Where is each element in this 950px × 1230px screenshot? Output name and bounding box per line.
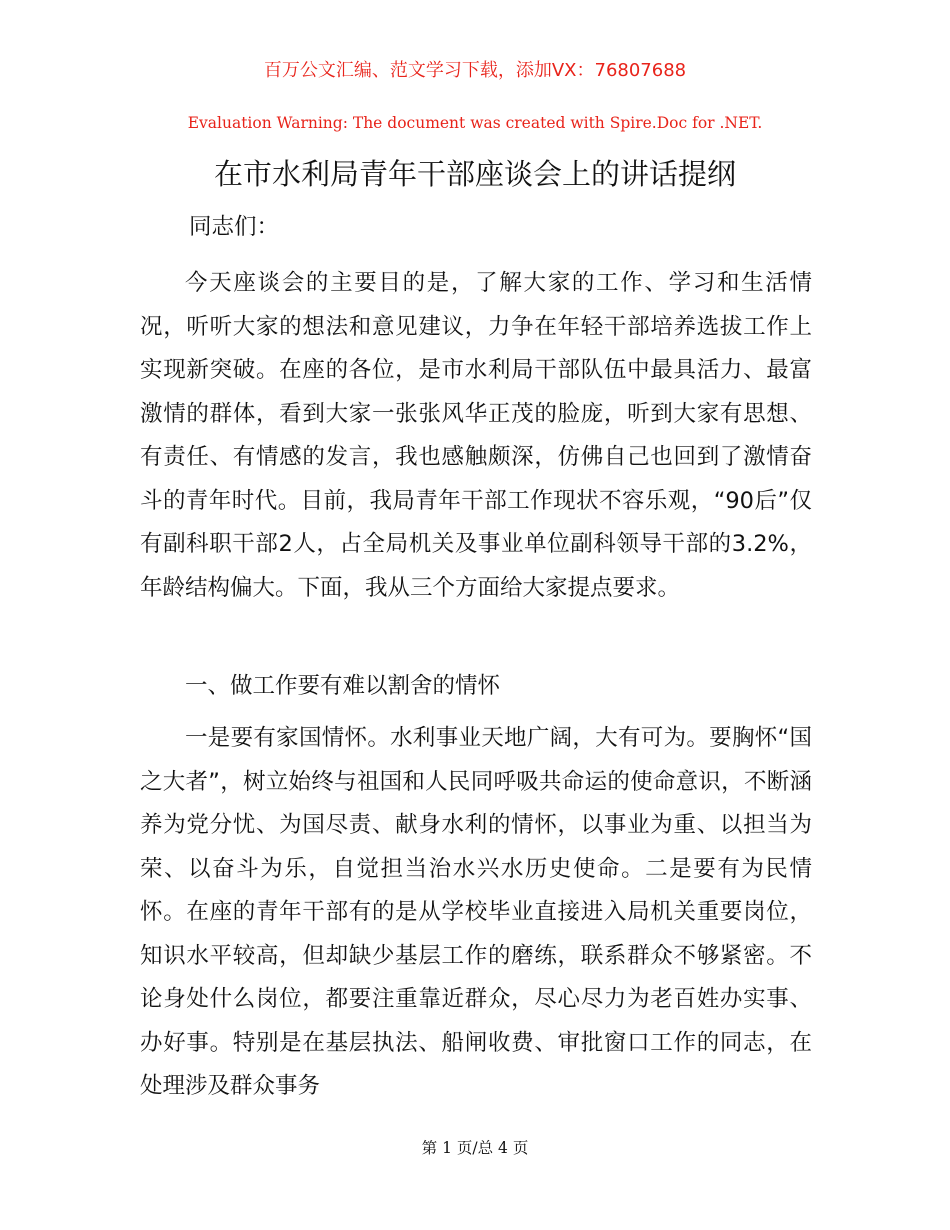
page-number: 第 1 页/总 4 页 (421, 1139, 529, 1157)
section-heading-text: 一、做工作要有难以割舍的情怀 (185, 673, 501, 699)
paragraph-text: 今天座谈会的主要目的是，了解大家的工作、学习和生活情况，听听大家的想法和意见建议，力争在年轻干部培养选拔工作上实现新突破。在座的各位，是市水利局干部队伍中最具活力、最富激情的群体，看到大家一张张风华正茂的脸庞，听到大家有思想、有责任、有情感的发言，我也感触颇深，仿佛自己也回到了激情奋斗的青年时代。目前，我局青年干部工作现状不容乐观，“90后”仅有副科职干部2人，占全局机关及事业单位副科领导干部的3.2%，年龄结构偏大。下面，我从三个方面给大家提点要求。 (140, 270, 812, 601)
promo-banner: 百万公文汇编、范文学习下载，添加VX：76807688 (263, 60, 687, 81)
paragraph-text: 一是要有家国情怀。水利事业天地广阔，大有可为。要胸怀“国之大者”，树立始终与祖国和人民同呼吸共命运的使命意识，不断涵养为党分忧、为国尽责、献身水利的情怀，以事业为重、以担当为荣、以奋斗为乐，自觉担当治水兴水历史使命。二是要有为民情怀。在座的青年干部有的是从学校毕业直接进入局机关重要岗位，知识水平较高，但却缺少基层工作的磨练，联系群众不够紧密。不论身处什么岗位，都要注重靠近群众，尽心尽力为老百姓办实事、办好事。特别是在基层执法、船闸收费、审批窗口工作的同志，在处理涉及群众事务 (140, 725, 812, 1099)
section-heading (140, 665, 812, 709)
evaluation-warning: Evaluation Warning: The document was created with Spire.Doc for .NET. (187, 114, 763, 132)
document-title: 在市水利局青年干部座谈会上的讲话提纲 (213, 157, 736, 191)
paragraph-section1 (140, 717, 812, 1109)
paragraph-intro (140, 262, 812, 610)
salutation: 同志们： (189, 214, 280, 240)
